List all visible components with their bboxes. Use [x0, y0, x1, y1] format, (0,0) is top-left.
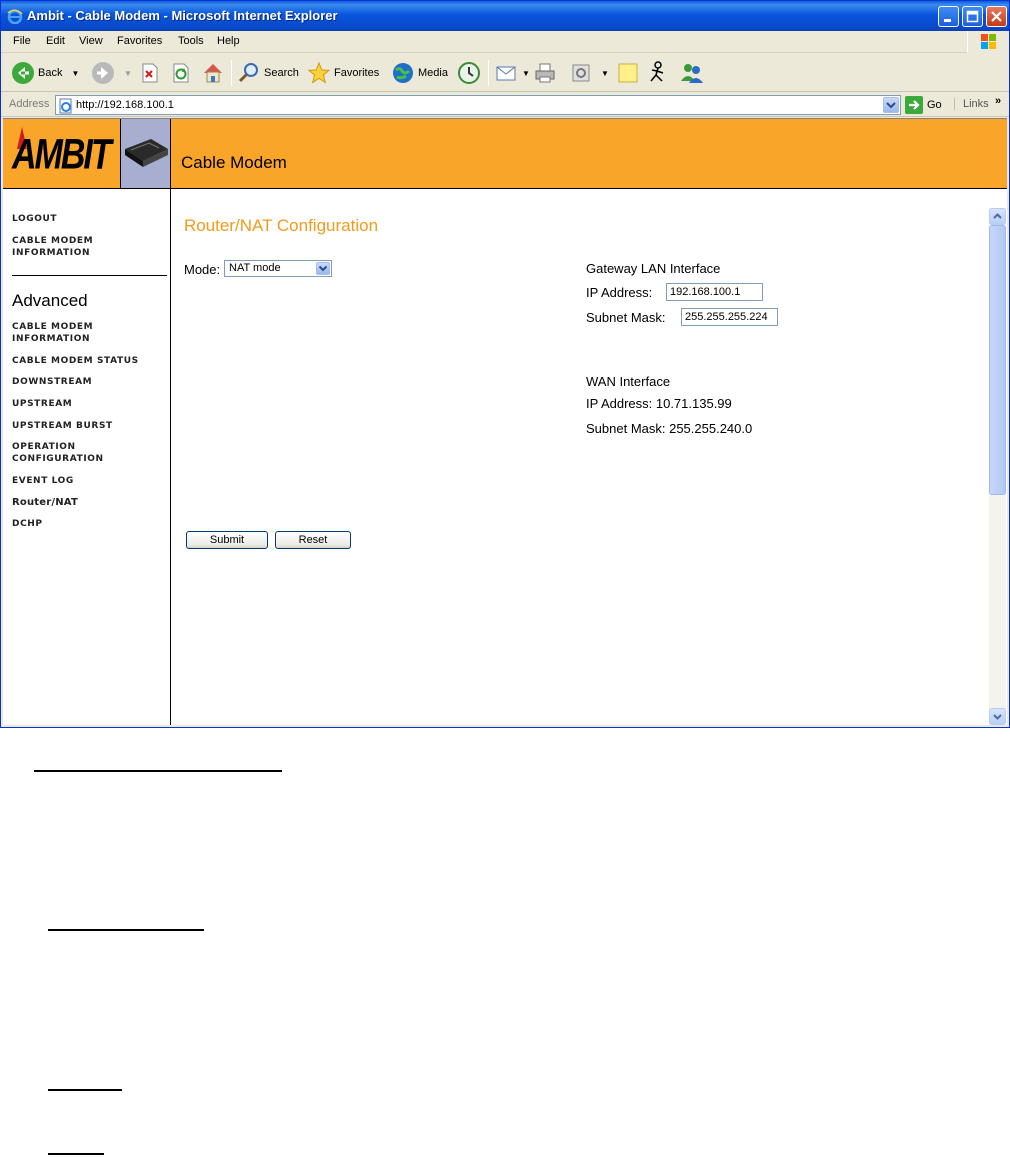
history-icon: [457, 61, 481, 85]
lan-heading: Gateway LAN Interface: [586, 261, 721, 276]
document-underline: [48, 929, 204, 931]
mail-button[interactable]: [495, 60, 530, 86]
home-icon: [201, 61, 225, 85]
printer-icon: [533, 61, 557, 85]
menu-favorites[interactable]: Favorites: [117, 35, 163, 47]
messenger-people-icon: [679, 61, 705, 85]
nav-cable-modem-information[interactable]: CABLE MODEM INFORMATION: [12, 322, 94, 344]
menu-view[interactable]: View: [79, 35, 103, 47]
document-underline: [48, 1153, 104, 1155]
maximize-button[interactable]: [962, 6, 983, 27]
cable-modem-icon: [121, 119, 171, 188]
close-button[interactable]: [986, 6, 1007, 27]
ambit-logo: [3, 119, 121, 188]
search-label: Search: [264, 67, 299, 79]
logo-text: AMBIT: [12, 131, 110, 179]
refresh-icon: [170, 62, 192, 84]
menu-help[interactable]: Help: [217, 35, 240, 47]
go-arrow-icon: [905, 96, 923, 114]
note-icon: [616, 61, 640, 85]
wan-ip-address: IP Address: 10.71.135.99: [586, 396, 732, 411]
edit-page-icon: [570, 62, 592, 84]
messenger-button[interactable]: [647, 60, 669, 86]
windows-logo: [967, 31, 1009, 53]
nav-upstream-burst[interactable]: UPSTREAM BURST: [12, 421, 113, 431]
standard-toolbar: [1, 54, 1009, 92]
document-underline: [34, 770, 282, 772]
mode-label: Mode:: [184, 262, 221, 277]
minimize-button[interactable]: [938, 6, 959, 27]
wan-subnet-mask: Subnet Mask: 255.255.240.0: [586, 421, 753, 436]
back-label: Back: [38, 67, 63, 79]
submit-button[interactable]: Submit: [186, 531, 268, 549]
nav-router-nat[interactable]: Router/NAT: [12, 497, 78, 508]
nav-cable-modem-information-top[interactable]: CABLE MODEM INFORMATION: [12, 236, 94, 258]
nav-dchp[interactable]: DCHP: [12, 519, 43, 529]
nav-logout[interactable]: LOGOUT: [12, 214, 58, 224]
toolbar-separator: [488, 60, 489, 86]
discuss-button[interactable]: [616, 60, 640, 86]
chevron-up-icon: [990, 209, 1005, 224]
edit-dropdown-icon[interactable]: ▼: [601, 68, 609, 78]
search-icon: [237, 61, 261, 85]
sidebar: [3, 189, 171, 725]
wan-heading: WAN Interface: [586, 374, 671, 389]
lan-mask-label: Subnet Mask:: [586, 310, 666, 325]
go-label: Go: [927, 99, 942, 111]
internet-explorer-icon: [7, 8, 23, 24]
aim-runner-icon: [647, 61, 669, 85]
address-label: Address: [9, 98, 50, 110]
address-input[interactable]: [55, 95, 901, 115]
chevron-down-icon: [990, 709, 1005, 724]
mail-icon: [495, 61, 519, 85]
modem-image: [121, 119, 171, 188]
minimize-icon: [939, 7, 958, 26]
back-dropdown-icon[interactable]: ▼: [71, 68, 80, 78]
chevron-right-icon[interactable]: »: [995, 95, 1002, 107]
print-button[interactable]: [533, 60, 557, 86]
refresh-button[interactable]: [170, 60, 192, 86]
forward-button[interactable]: [91, 60, 132, 86]
nav-cable-modem-status[interactable]: CABLE MODEM STATUS: [12, 356, 139, 366]
media-label: Media: [418, 67, 448, 79]
stop-icon: [139, 62, 161, 84]
lan-ip-input[interactable]: 192.168.100.1: [666, 283, 763, 301]
page-title: Router/NAT Configuration: [184, 216, 379, 235]
edit-button[interactable]: [570, 60, 609, 86]
search-button[interactable]: [237, 60, 299, 86]
reset-button[interactable]: Reset: [275, 531, 351, 549]
page-viewport: [3, 118, 1007, 725]
nav-event-log[interactable]: EVENT LOG: [12, 476, 74, 486]
windows-flag-icon: [968, 31, 1008, 53]
chevron-down-icon: [317, 263, 329, 274]
menu-file[interactable]: File: [13, 35, 31, 47]
nav-operation-configuration[interactable]: OPERATION CONFIGURATION: [12, 442, 104, 464]
star-icon: [307, 61, 331, 85]
address-url: http://192.168.100.1: [76, 99, 174, 111]
scroll-thumb[interactable]: [989, 225, 1006, 495]
mode-dropdown-button[interactable]: [316, 262, 330, 275]
address-bar: [1, 93, 1009, 117]
mode-value: NAT mode: [229, 262, 281, 274]
mode-select[interactable]: [224, 260, 332, 277]
scroll-down-button[interactable]: [989, 708, 1006, 725]
forward-arrow-icon: [91, 61, 115, 85]
media-button[interactable]: [391, 60, 448, 86]
media-globe-icon: [391, 61, 415, 85]
nav-downstream[interactable]: DOWNSTREAM: [12, 377, 93, 387]
document-underline: [48, 1089, 122, 1091]
chevron-down-icon: [884, 98, 898, 112]
back-arrow-icon: [11, 61, 35, 85]
sidebar-heading: Advanced: [12, 291, 88, 310]
stop-button[interactable]: [139, 60, 161, 86]
sidebar-divider: [12, 275, 167, 276]
lan-subnet-mask-input[interactable]: 255.255.255.224: [681, 308, 778, 326]
menu-bar: [1, 31, 1009, 53]
msn-messenger-button[interactable]: [679, 60, 705, 86]
menu-tools[interactable]: Tools: [178, 35, 204, 47]
main-content: [172, 189, 989, 725]
close-icon: [987, 7, 1006, 26]
vertical-scrollbar[interactable]: [989, 208, 1006, 725]
menu-edit[interactable]: Edit: [46, 35, 65, 47]
favorites-button[interactable]: [307, 60, 379, 86]
page-header: [3, 119, 1007, 189]
address-dropdown-button[interactable]: [883, 97, 899, 113]
forward-dropdown-icon[interactable]: ▼: [124, 68, 132, 78]
title-bar[interactable]: [1, 1, 1009, 31]
page-icon: [58, 98, 74, 114]
nav-upstream[interactable]: UPSTREAM: [12, 399, 73, 409]
go-button[interactable]: [905, 96, 942, 114]
header-title: Cable Modem: [181, 153, 287, 172]
home-button[interactable]: [201, 60, 225, 86]
links-label[interactable]: Links: [954, 98, 989, 110]
back-button[interactable]: [11, 60, 79, 86]
history-button[interactable]: [457, 60, 481, 86]
window-title: Ambit - Cable Modem - Microsoft Internet Explorer: [27, 8, 338, 23]
toolbar-separator: [231, 60, 232, 86]
favorites-label: Favorites: [334, 67, 380, 79]
scroll-up-button[interactable]: [989, 208, 1006, 225]
lan-ip-label: IP Address:: [586, 285, 653, 300]
mail-dropdown-icon[interactable]: ▼: [522, 68, 530, 78]
maximize-icon: [963, 7, 982, 26]
